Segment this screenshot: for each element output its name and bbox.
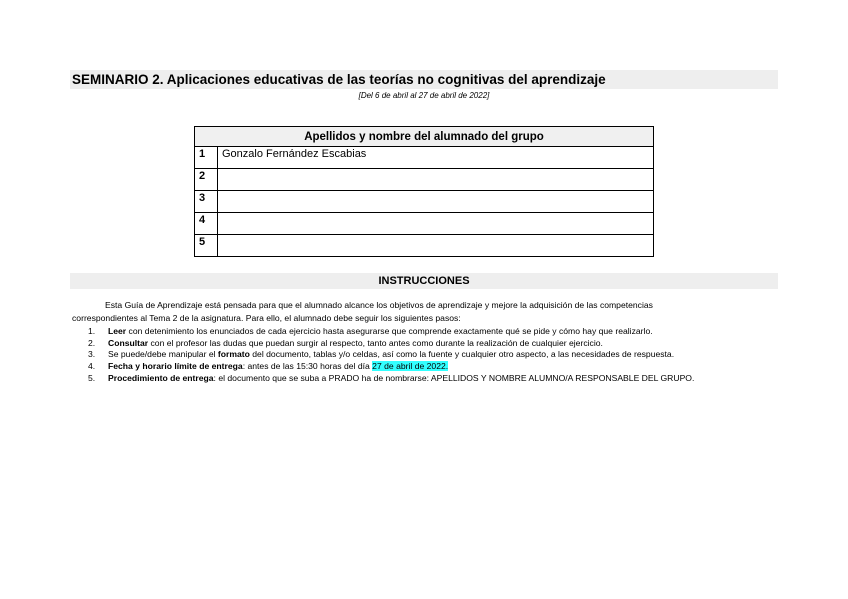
table-row (195, 235, 654, 257)
member-name-cell[interactable]: Gonzalo Fernández Escabias (218, 147, 654, 169)
row-number: 4 (195, 213, 218, 235)
member-name-cell[interactable] (218, 191, 654, 213)
deadline-highlight: 27 de abril de 2022. (372, 361, 449, 372)
date-range: [Del 6 de abril al 27 de abril de 2022] (358, 91, 490, 100)
table-header: Apellidos y nombre del alumnado del grupo (195, 127, 654, 147)
instructions-heading: INSTRUCCIONES (70, 273, 778, 289)
member-name-cell[interactable] (218, 235, 654, 257)
step-text: con el profesor las dudas que puedan surgir al respecto, tanto antes como durante la realización de cualquier ejercicio. (148, 337, 603, 348)
list-item (72, 373, 772, 385)
intro-line: correspondientes al Tema 2 de la asignatura. Para ello, el alumnado debe seguir los siguientes pasos: (72, 313, 461, 323)
step-number: 3. (88, 349, 96, 360)
step-number: 1. (88, 326, 96, 336)
document-title: SEMINARIO 2. Aplicaciones educativas de las teorías no cognitivas del aprendizaje (70, 70, 778, 89)
step-number: 2. (88, 337, 96, 348)
intro-line: Esta Guía de Aprendizaje está pensada para que el alumnado alcance los objetivos de aprendizaje y mejore la adquisición de las competencias (105, 300, 653, 310)
step-text: con detenimiento los enunciados de cada ejercicio hasta asegurarse que comprende exactamente qué se pide y cómo hay que realizarlo. (126, 326, 653, 336)
step-text: : antes de las 15:30 horas del día (242, 361, 373, 372)
table-row (195, 191, 654, 213)
step-keyword: Consultar (108, 337, 149, 348)
row-number: 1 (195, 147, 218, 169)
step-number: 4. (88, 361, 96, 372)
list-item (72, 326, 772, 338)
step-keyword: Fecha y horario límite de entrega (108, 361, 243, 372)
row-number: 3 (195, 191, 218, 213)
list-item (72, 338, 772, 350)
instructions-intro (72, 299, 778, 325)
group-members-table (194, 126, 654, 257)
step-keyword: formato (217, 349, 250, 360)
step-keyword: Leer (108, 326, 127, 336)
member-name-cell[interactable] (218, 213, 654, 235)
step-number: 5. (88, 372, 96, 383)
table-row (195, 169, 654, 191)
list-item (72, 361, 772, 373)
row-number: 2 (195, 169, 218, 191)
table-row (195, 147, 654, 169)
list-item (72, 349, 772, 361)
step-text: Se puede/debe manipular el (108, 349, 218, 360)
step-text: del documento, tablas y/o celdas, así como la fuente y cualquier otro aspecto, a las necesidades de respuesta. (249, 349, 675, 360)
step-keyword: Procedimiento de entrega (108, 372, 214, 383)
member-name-cell[interactable] (218, 169, 654, 191)
table-row (195, 213, 654, 235)
row-number: 5 (195, 235, 218, 257)
step-text: : el documento que se suba a PRADO ha de nombrarse: APELLIDOS Y NOMBRE ALUMNO/A RESPONSABLE DEL GRUPO. (213, 372, 695, 383)
steps-list (72, 326, 772, 385)
